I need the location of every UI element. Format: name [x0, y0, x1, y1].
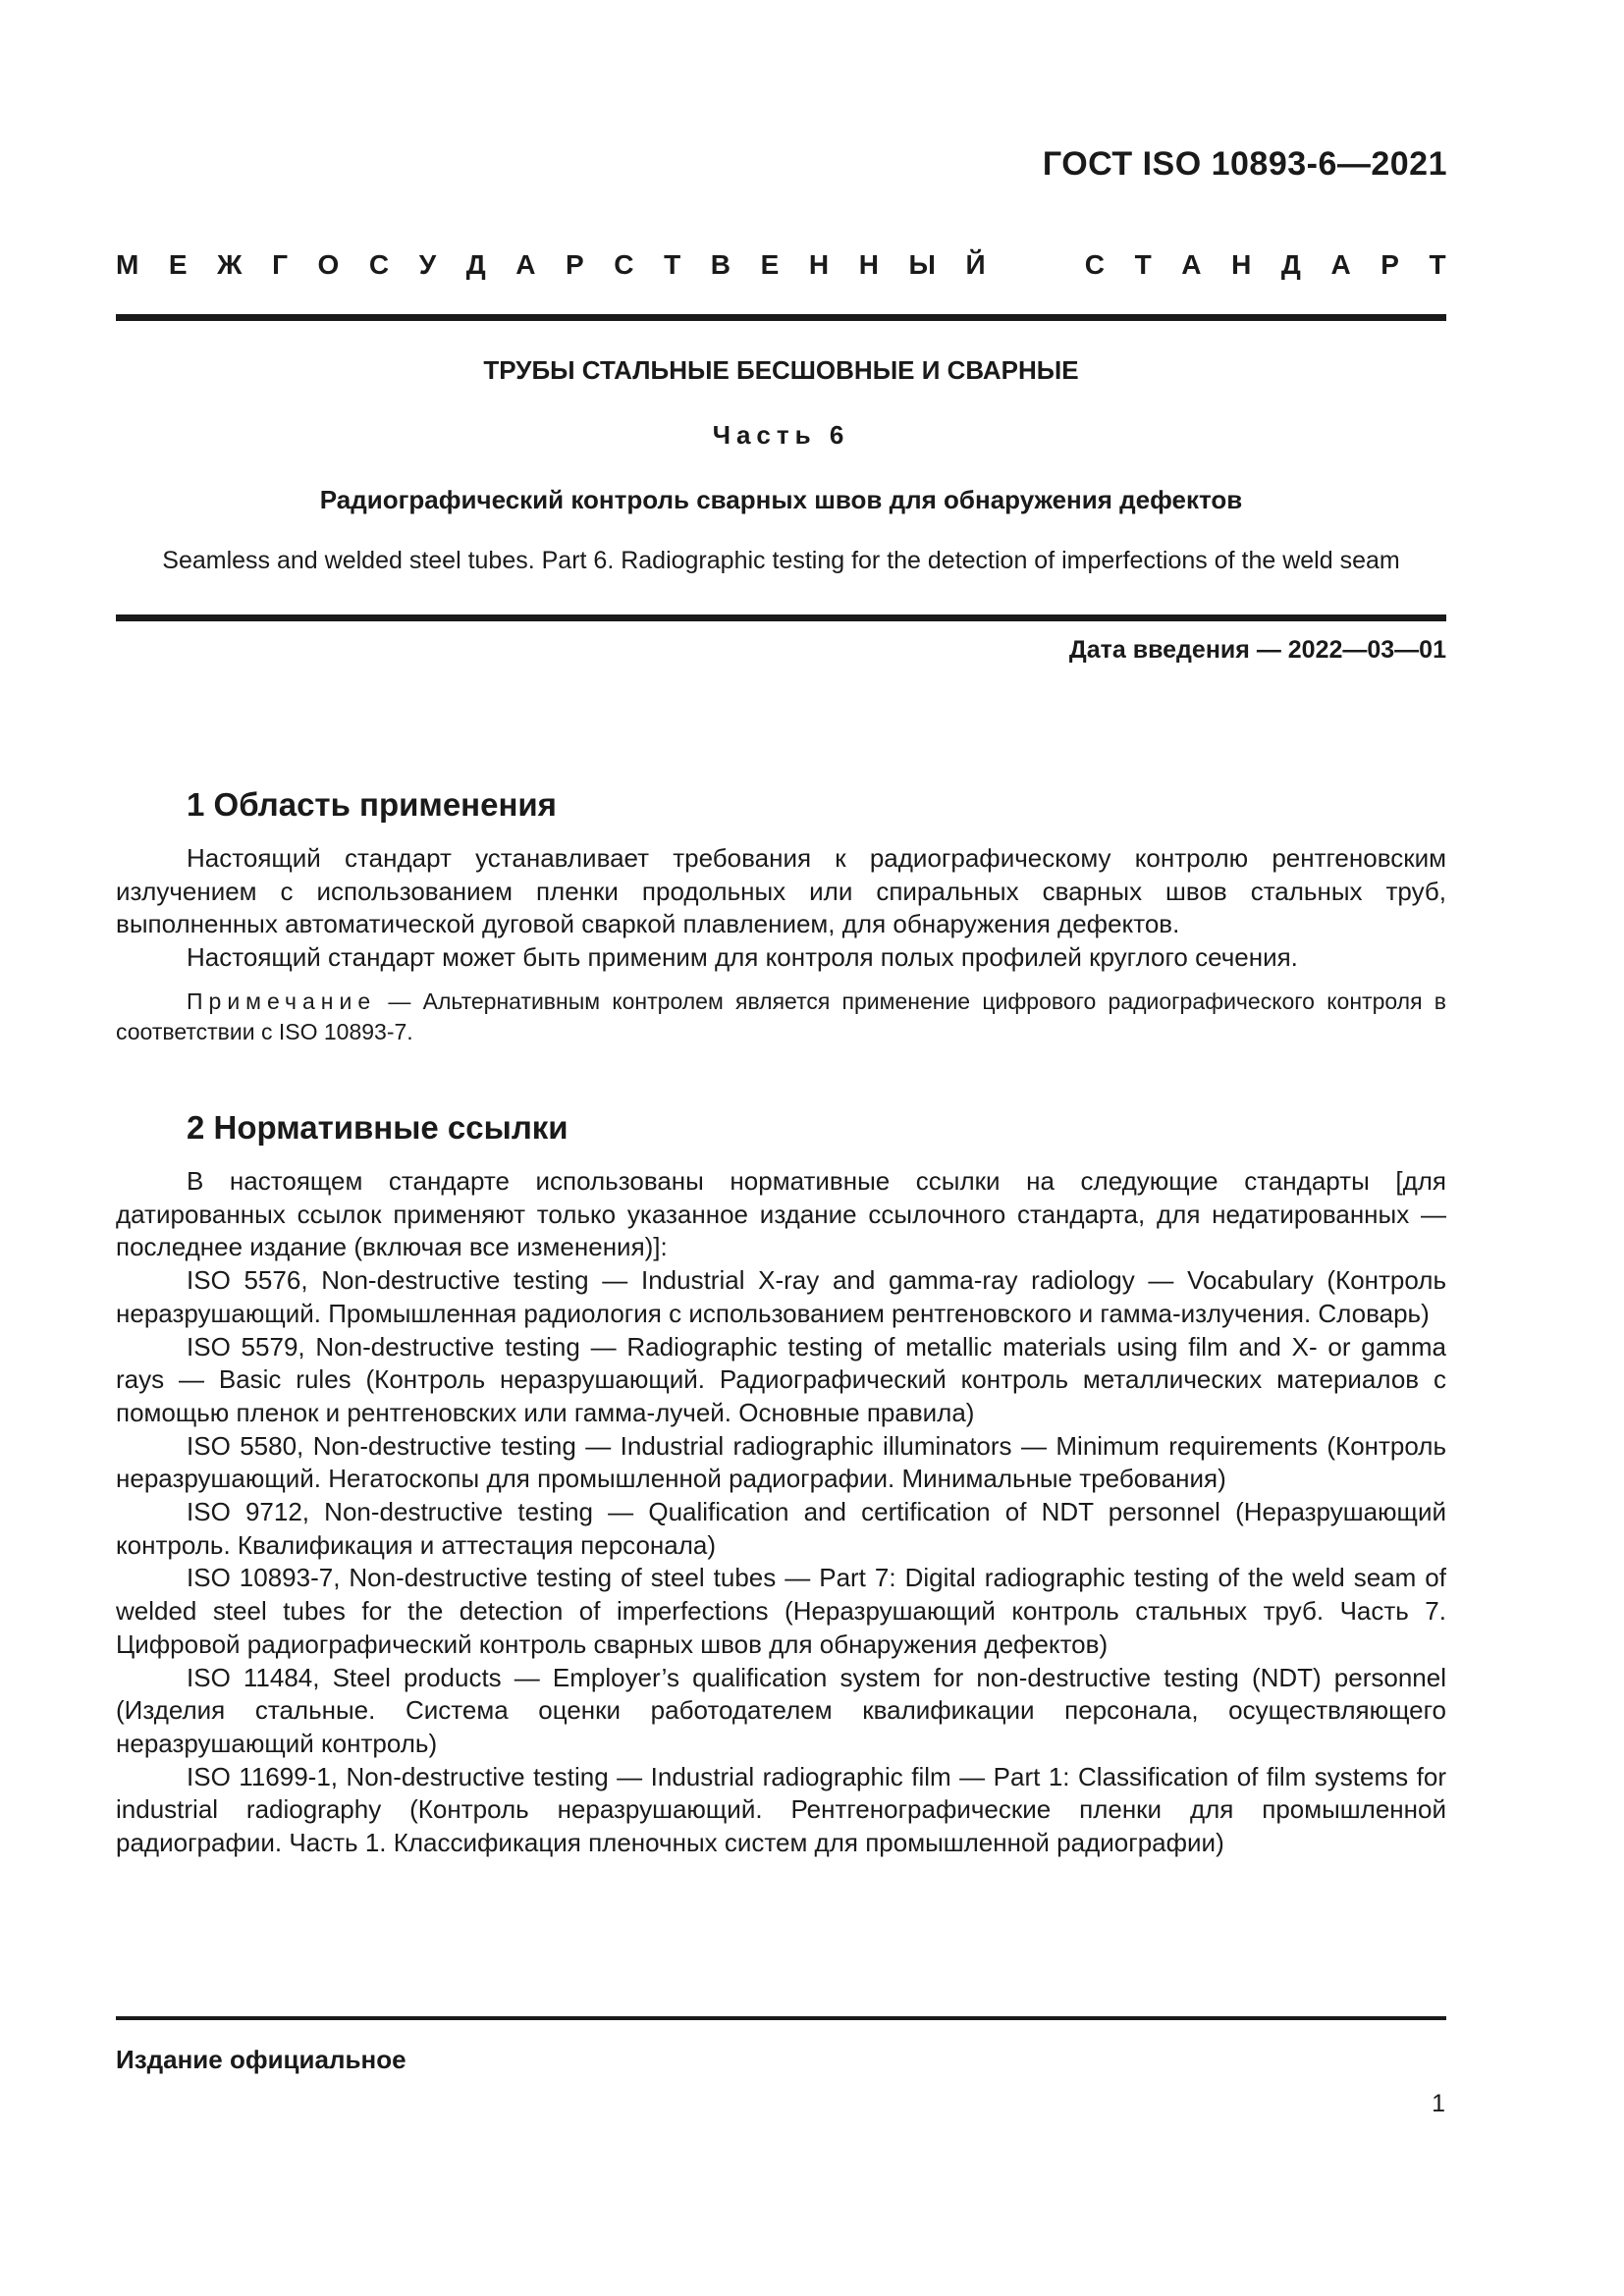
banner-letter: Е [760, 249, 780, 280]
reference-item: ISO 11484, Steel products — Employer’s qualification system for non-destructive testing (NDT) personnel (Изделия стальные. Система оценки работодателем квалификации персонала, осуществляющего неразрушающий контроль) [116, 1662, 1446, 1758]
top-rule [116, 314, 1446, 321]
banner-letter: Р [1380, 249, 1399, 280]
document-subtitle: Радиографический контроль сварных швов для обнаружения дефектов [319, 485, 1243, 514]
banner-letter: У [418, 249, 437, 280]
page-number: 1 [1432, 2090, 1445, 2117]
banner-letter: Г [272, 249, 288, 280]
paragraph: Настоящий стандарт устанавливает требования к радиографическому контролю рентгеновским излучением с использованием пленки продольных или спиральных сварных швов стальных труб, выполненных автоматической дуговой сваркой плавлением, для обнаружения дефектов. [116, 843, 1446, 939]
section-normative-references [116, 1108, 1446, 1860]
footer-rule [116, 2016, 1446, 2020]
banner-letter: Т [664, 249, 681, 280]
introduction-date: Дата введения — 2022—03—01 [1068, 636, 1446, 664]
banner-letter: С [1084, 249, 1106, 280]
reference-item: ISO 5576, Non-destructive testing — Industrial X-ray and gamma-ray radiology — Vocabulary (Контроль неразрушающий. Промышленная радиология с использованием рентгеновского и гамма-излучения. Словарь) [116, 1265, 1446, 1328]
banner-letter: Е [168, 249, 188, 280]
banner-letter: А [515, 249, 536, 280]
banner-letter: Ж [217, 249, 243, 280]
document-title: ТРУБЫ СТАЛЬНЫЕ БЕСШОВНЫЕ И СВАРНЫЕ [483, 355, 1079, 385]
banner-letter: С [614, 249, 634, 280]
banner-letter: Й [965, 249, 986, 280]
banner-letter: Н [858, 249, 879, 280]
note-text: — Альтернативным контролем является применение цифрового радиографического контроля в соответствии с ISO 10893-7. [116, 988, 1446, 1044]
banner-letter: А [1181, 249, 1202, 280]
paragraph: Настоящий стандарт может быть применим для контроля полых профилей круглого сечения. [187, 942, 1298, 973]
reference-item: ISO 11699-1, Non-destructive testing — Industrial radiographic film — Part 1: Classification of film systems for industrial radiography (Контроль неразрушающий. Рентгенографические пленки для промышленной радиографии. Часть 1. Классификация пленочных систем для промышленной радиографии) [116, 1761, 1446, 1858]
part-label: Часть 6 [712, 420, 850, 450]
interstate-standard-banner [116, 249, 1446, 281]
reference-item: ISO 5579, Non-destructive testing — Radiographic testing of metallic materials using film and X- or gamma rays — Basic rules (Контроль неразрушающий. Радиографический контроль металлических материалов с помощью пленок и рентгеновских или гамма-лучей. Основные правила) [116, 1331, 1446, 1427]
banner-letter: Р [566, 249, 584, 280]
banner-letter: В [710, 249, 731, 280]
banner-letter: Ы [908, 249, 936, 280]
english-title: Seamless and welded steel tubes. Part 6. Radiographic testing for the detection of imperfections of the weld seam [162, 547, 1400, 574]
banner-letter: А [1330, 249, 1351, 280]
banner-letter: Н [1231, 249, 1252, 280]
reference-item: ISO 9712, Non-destructive testing — Qualification and certification of NDT personnel (Неразрушающий контроль. Квалификация и аттестация персонала) [116, 1497, 1446, 1560]
reference-item: ISO 10893-7, Non-destructive testing of steel tubes — Part 7: Digital radiographic testing of the weld seam of welded steel tubes for the detection of imperfections (Неразрушающий контроль стальных труб. Часть 7. Цифровой радиографический контроль сварных швов для обнаружения дефектов) [116, 1563, 1446, 1659]
banner-word-gap [1015, 249, 1055, 281]
section-scope [116, 785, 1446, 1047]
paragraph: В настоящем стандарте использованы нормативные ссылки на следующие стандарты [для датированных ссылок применяют только указанное издание ссылочного стандарта, для недатированных — последнее издание (включая все изменения)]: [116, 1166, 1446, 1262]
official-edition-label: Издание официальное [116, 2045, 406, 2074]
banner-letter: Д [1280, 249, 1301, 280]
note [116, 987, 1446, 1047]
note-label: Примечание [187, 988, 377, 1014]
banner-letter: Н [808, 249, 830, 280]
section-heading: 2 Нормативные ссылки [187, 1109, 568, 1146]
reference-item: ISO 5580, Non-destructive testing — Industrial radiographic illuminators — Minimum requirements (Контроль неразрушающий. Негатоскопы для промышленной радиографии. Минимальные требования) [116, 1430, 1446, 1494]
banner-letter: С [368, 249, 390, 280]
gost-designation: ГОСТ ISO 10893-6—2021 [1042, 145, 1447, 183]
banner-letter: Т [1134, 249, 1152, 280]
banner-letter: М [116, 249, 139, 280]
title-bottom-rule [116, 614, 1446, 621]
banner-letter: Т [1429, 249, 1446, 280]
section-heading: 1 Область применения [187, 786, 557, 823]
banner-letter: Д [465, 249, 486, 280]
banner-letter: О [317, 249, 340, 280]
